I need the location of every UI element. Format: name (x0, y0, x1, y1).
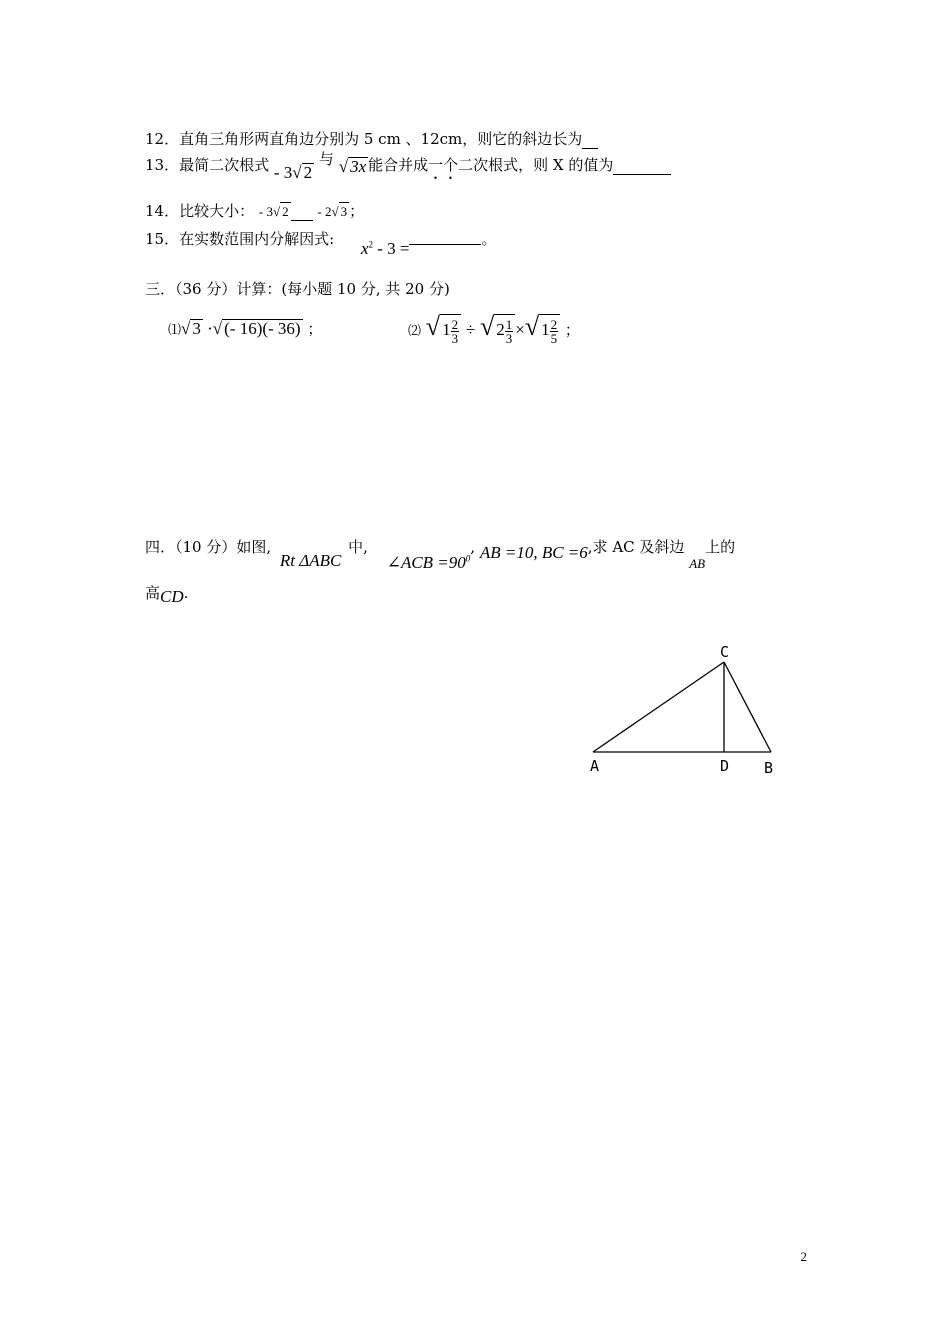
problem-label: ⑴ (168, 323, 182, 338)
section-3-title: 三．（36 分）计算：(每小题 10 分, 共 20 分) (145, 280, 450, 298)
denominator: 3 (505, 330, 513, 346)
answer-blank (613, 156, 671, 175)
question-13 (145, 150, 671, 183)
emphasized-text: 一个 (428, 156, 459, 174)
question-12 (145, 128, 598, 149)
radicand: 3 (340, 204, 348, 219)
vertex-label-b: B (764, 759, 774, 777)
vertex-label-a: A (590, 757, 600, 775)
segment-ac-line (593, 662, 724, 752)
problem-label: ⑵ (408, 324, 422, 339)
coefficient: - 3 (258, 204, 273, 219)
numerator: 2 (550, 316, 558, 332)
multiply-sign: × (515, 320, 525, 339)
triangle-notation: Rt ΔABC (279, 551, 342, 570)
denominator: 5 (550, 330, 558, 346)
degree-mark: 0 (465, 553, 471, 564)
numerator: 2 (451, 316, 459, 332)
problem-end: ； (307, 320, 323, 338)
variable: x (360, 239, 369, 258)
whole-part: 1 (442, 320, 451, 339)
given-lengths: AB =10, BC =6 (479, 543, 588, 562)
question-14-prefix: 14．比较大小： (145, 202, 255, 220)
radical-sign: √ 3 (181, 319, 201, 338)
ask-text: ,求 AC 及斜边 (587, 538, 685, 556)
answer-blank (582, 130, 598, 149)
comparison-left: - 3√ 2 (258, 204, 289, 219)
section-4-lead: 四．（10 分）如图, (145, 538, 272, 556)
denominator: 3 (451, 330, 459, 346)
text-shang: 上的 (705, 538, 736, 556)
radical-sign: √ 2 (292, 163, 313, 182)
angle-text: ∠ACB =90 (386, 553, 466, 572)
question-14 (145, 200, 364, 221)
question-14-end: ； (349, 202, 365, 220)
divide-sign: ÷ (465, 320, 476, 339)
coefficient: - 2 (317, 204, 332, 219)
radicand: 2 (303, 163, 313, 182)
question-13-suffix-a: 能合并成 (368, 156, 429, 174)
section-4-question (145, 536, 815, 572)
question-12-text: 12．直角三角形两直角边分别为 5 cm 、12cm，则它的斜边长为 (145, 130, 583, 148)
radicand: (- 16)(- 36) (224, 319, 301, 338)
problem-end: ； (564, 321, 580, 339)
mixed-radical-2: √ 2 $\frac{1}{3}$ (480, 320, 515, 339)
question-13-prefix: 13．最简二次根式 (145, 156, 270, 174)
exponent: 2 (368, 239, 373, 250)
calc-problem-2 (408, 312, 580, 345)
whole-part: 2 (496, 320, 505, 339)
radical-sign: √ (- 16)(- 36) (212, 319, 301, 338)
whole-part: 1 (541, 320, 550, 339)
mixed-radical-1: √ 1 $\frac{2}{3}$ (426, 320, 461, 339)
text-gao: 高 (145, 584, 161, 602)
radicand: 2 (282, 204, 289, 219)
question-13-suffix-c: 二次根式，则 X 的值为 (458, 156, 614, 174)
radical-expression-2: √ 3x (338, 157, 367, 176)
answer-blank (409, 226, 481, 245)
multiply-dot: · (202, 319, 213, 338)
page-number: 2 (800, 1249, 807, 1264)
radical-expression-1 (274, 163, 314, 182)
triangle-figure (585, 640, 790, 785)
calc-problem-1 (168, 318, 322, 339)
expression-rest: - 3 = (372, 239, 410, 258)
factor-expression (361, 239, 410, 258)
radicand: 3x (350, 157, 367, 176)
segment-bc-line (724, 662, 771, 752)
comparison-right: - 2√ 3 (317, 204, 348, 219)
question-15-prefix: 15．在实数范围内分解因式: (145, 230, 335, 248)
period: . (183, 584, 189, 602)
segment-cd: CD (160, 587, 184, 606)
vertex-label-d: D (720, 757, 730, 775)
question-15 (145, 228, 497, 258)
angle-condition (387, 553, 471, 572)
section-4-question-cont (145, 582, 189, 606)
radicand: 3 (192, 319, 201, 338)
segment-ab: AB (689, 556, 706, 571)
numerator: 1 (505, 316, 513, 332)
text-zhong: 中, (348, 538, 368, 556)
mixed-radical-3: √ 1 $\frac{2}{5}$ (525, 320, 560, 339)
comma: , (470, 538, 476, 556)
radical-coefficient: - 3 (273, 163, 293, 182)
question-15-end: 。 (481, 230, 497, 248)
vertex-label-c: C (720, 643, 730, 661)
answer-blank (291, 202, 313, 221)
conjunction: 与 (318, 150, 334, 168)
